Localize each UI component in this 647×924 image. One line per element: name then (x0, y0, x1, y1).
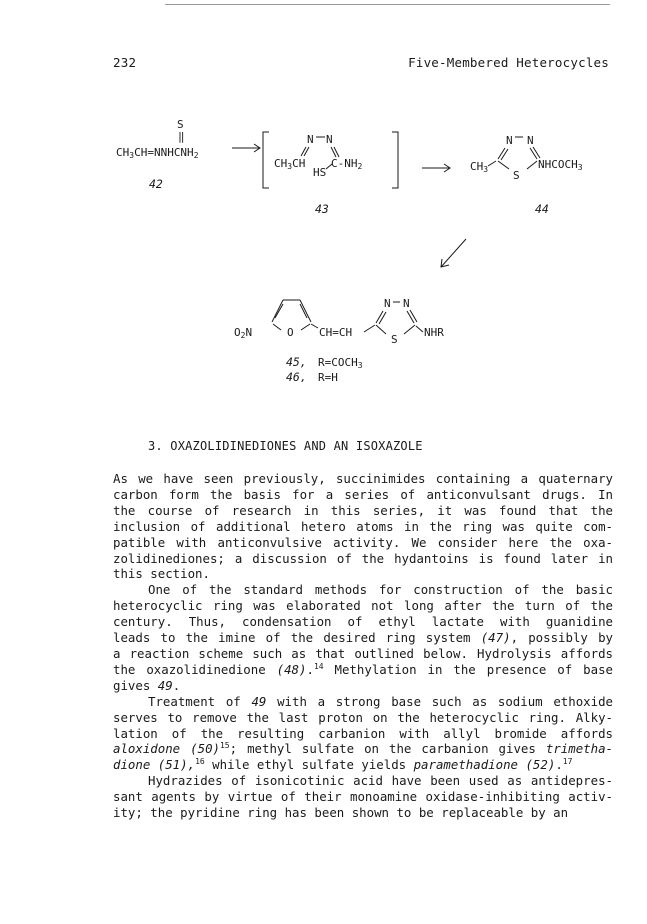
text-line: leads to the imine of the desired ring system (47), possibly by (113, 630, 613, 646)
c45-nitro: O2N (234, 326, 253, 340)
c43-n1: N (307, 133, 314, 146)
c43-left: CH3CH (274, 157, 306, 171)
compound-45-46 (234, 297, 444, 382)
c43-n2: N (326, 133, 333, 146)
c44-n2: N (527, 134, 534, 147)
compound-42 (116, 118, 199, 191)
c44-substituent: NHCOCH3 (538, 158, 583, 172)
text-line: aloxidone $(50)^{15}$; methyl sulfate on the carbanion gives trimetha- (113, 741, 613, 757)
text-line: dione (51),$^{16}$ while ethyl sulfate yields paramethadione (52).$^{17}$ (113, 757, 573, 773)
bracket-left (263, 132, 269, 188)
label-44: 44 (535, 202, 549, 216)
r-definition-45: R=COCH3 (318, 356, 363, 370)
running-title: Five-Membered Heterocycles (408, 55, 609, 70)
c42-formula: CH3CH=NNHCNH2 (116, 146, 199, 160)
text-line: the course of research in this series, it was found that the (113, 502, 613, 518)
label-46: 46, (286, 370, 307, 382)
label-45: 45, (286, 355, 307, 369)
text-line: a reaction scheme such as that outlined below. Hydrolysis affords (113, 645, 613, 661)
text-line: inclusion of additional hetero atoms in the ring was quite com- (113, 518, 613, 534)
paragraph-2 (113, 582, 613, 693)
text-line: this section. (113, 566, 210, 582)
text-line: Treatment of 49 with a strong base such as sodium ethoxide (148, 693, 613, 709)
bracket-right (392, 132, 398, 188)
text-line: ity; the pyridine ring has been shown to be replaceable by an (113, 805, 569, 821)
r-definition-46: R=H (318, 371, 338, 382)
reaction-scheme (100, 112, 620, 382)
c45-sulfur: S (391, 333, 398, 346)
c42-sulfur: S (177, 118, 184, 131)
label-42: 42 (149, 177, 163, 191)
c44-sulfur: S (513, 169, 520, 182)
compound-44 (470, 134, 583, 216)
section-heading: 3. OXAZOLIDINEDIONES AND AN ISOXAZOLE (148, 439, 423, 453)
text-line: lation of the resulting carbanion with allyl bromide affords (113, 725, 613, 741)
c43-hs: HS (313, 166, 327, 179)
text-line: Hydrazides of isonicotinic acid have been used as antidepres- (148, 773, 613, 789)
text-line: heterocyclic ring was elaborated not long after the turn of the (113, 598, 613, 614)
text-line: One of the standard methods for construction of the basic (148, 582, 613, 598)
text-line: sant agents by virtue of their monoamine oxidase-inhibiting activ- (113, 789, 613, 805)
text-line: gives 49. (113, 677, 181, 693)
c44-n1: N (506, 134, 513, 147)
c45-n1: N (384, 297, 391, 310)
c42-double-bond: ‖ (178, 130, 185, 143)
arrow-44-45 (441, 239, 466, 267)
text-line: century. Thus, condensation of ethyl lactate with guanidine (113, 614, 613, 630)
arrow-42-43 (232, 144, 260, 152)
text-line: serves to remove the last proton on the heterocyclic ring. Alky- (113, 709, 613, 725)
label-43: 43 (315, 202, 329, 216)
c45-vinyl-link: CH=CH (319, 326, 353, 339)
c45-nhr: NHR (424, 326, 444, 339)
text-line: patible with anticonvulsive activity. We consider here the oxa- (113, 534, 613, 550)
text-line: zolidinediones; a discussion of the hydantoins is found later in (113, 550, 613, 566)
arrow-43-44 (422, 164, 450, 172)
text-line: carbon form the basis for a series of anticonvulsant drugs. In (113, 486, 613, 502)
paragraph-1 (113, 471, 613, 582)
c45-furan-oxygen: O (287, 326, 294, 339)
paragraph-4 (113, 773, 613, 821)
body-text (113, 471, 613, 821)
top-rule (165, 4, 610, 5)
c44-ch3: CH3 (470, 160, 489, 174)
paragraph-3 (113, 694, 613, 774)
c45-n2: N (403, 297, 410, 310)
compound-43 (263, 132, 398, 216)
c43-right: C-NH2 (331, 157, 363, 171)
page-number: 232 (113, 55, 137, 70)
text-line: the oxazolidinedione (48).$^{14}$ Methylation in the presence of base (113, 661, 614, 677)
text-line: As we have seen previously, succinimides containing a quaternary (113, 471, 613, 486)
